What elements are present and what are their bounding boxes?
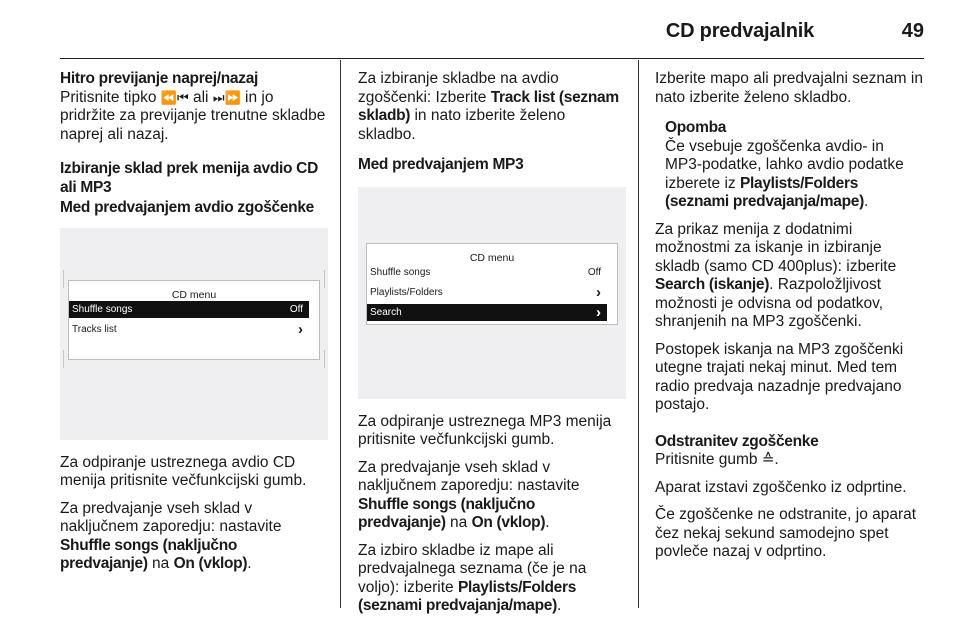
mp3-menu-illustration	[358, 187, 626, 399]
chevron-right-icon: ›	[596, 283, 601, 301]
menu-row-shuffle	[367, 264, 607, 281]
section-heading	[655, 433, 923, 452]
paragraph: Za odpiranje ustreznega MP3 menija pritisnite večfunkcijski gumb.	[358, 412, 612, 448]
menu-row-tracks	[69, 321, 309, 338]
text: .	[863, 193, 869, 210]
term-playlists: Playlists/Folders (seznami predvajanja/mape)	[358, 578, 577, 614]
fast-forward-icon: ⏭⏩	[212, 89, 241, 105]
menu-row-label: Shuffle songs	[370, 266, 431, 278]
text: na	[147, 555, 174, 572]
column-divider	[638, 60, 639, 608]
frame-mark	[63, 270, 64, 288]
mp3-menu-display	[366, 243, 618, 325]
text: .	[247, 555, 252, 572]
sub-heading	[358, 156, 626, 175]
text: Pritisnite gumb	[655, 451, 762, 468]
column-divider	[340, 60, 341, 608]
note-box	[655, 119, 923, 212]
paragraph: Če zgoščenke ne odstranite, jo aparat čez nekaj sekund samodejno spet povleče nazaj v odprtino.	[655, 506, 917, 560]
cd-menu-display	[68, 280, 320, 360]
text: in nato izberite želeno skladbo.	[358, 107, 566, 143]
cd-menu-illustration	[60, 228, 328, 440]
term-shuffle: Shuffle songs (naključno predvajanje)	[358, 495, 536, 531]
paragraph	[655, 451, 923, 470]
term-shuffle: Shuffle songs (naključno predvajanje)	[60, 536, 238, 572]
text: .	[545, 514, 550, 531]
term-on: On (vklop)	[471, 514, 546, 531]
sub-heading	[60, 199, 328, 218]
page-header	[60, 0, 924, 59]
paragraph	[358, 70, 626, 144]
text: ali	[188, 88, 213, 106]
menu-row-label: Shuffle songs	[72, 303, 133, 315]
text: Pritisnite tipko	[60, 88, 161, 106]
paragraph: Za odpiranje ustreznega avdio CD menija pritisnite večfunkcijski gumb.	[60, 453, 307, 489]
menu-row-shuffle	[69, 301, 309, 318]
frame-mark	[63, 350, 64, 368]
text: na	[445, 514, 472, 531]
note-text	[665, 138, 923, 212]
rewind-icon: ⏪⏮	[160, 89, 189, 105]
menu-row-value: Off	[289, 303, 303, 315]
note-heading: Opomba	[665, 119, 727, 136]
heading-audio-cd: Med predvajanjem avdio zgoščenke	[60, 199, 314, 216]
column-2	[358, 70, 626, 625]
section-heading	[60, 160, 328, 197]
text: Za izbiro skladbe iz mape ali predvajalnega seznama (če je na voljo): izberite	[358, 541, 587, 596]
chevron-right-icon: ›	[596, 303, 601, 321]
paragraph	[655, 221, 923, 332]
term-on: On (vklop)	[173, 555, 248, 572]
term-playlists: Playlists/Folders (seznami predvajanja/mape)	[665, 174, 864, 210]
paragraph	[60, 89, 328, 145]
note-title	[665, 119, 923, 138]
heading-menu-selection: Izbiranje sklad prek menija avdio CD ali MP3	[60, 160, 318, 196]
text: .	[556, 597, 562, 614]
page-number: 49	[901, 20, 924, 42]
frame-mark	[324, 350, 325, 368]
menu-row-search	[367, 304, 607, 321]
paragraph	[358, 459, 626, 533]
column-3	[655, 70, 923, 571]
heading-eject: Odstranitev zgoščenke	[655, 432, 819, 450]
text: Za prikaz menija z dodatnimi možnostmi za iskanje in izbiranje skladb (samo CD 400plus): izberite	[655, 220, 897, 275]
column-1	[60, 70, 328, 583]
chevron-right-icon: ›	[298, 320, 303, 338]
menu-row-value: Off	[587, 266, 601, 278]
term-track-list: Track list (seznam skladb)	[358, 88, 619, 124]
page-title: CD predvajalnik	[665, 20, 814, 42]
paragraph: Izberite mapo ali predvajalni seznam in nato izberite želeno skladbo.	[655, 70, 923, 106]
menu-row-label: Tracks list	[72, 323, 117, 335]
paragraph	[60, 500, 328, 574]
text: Če vsebuje zgoščenka avdio- in MP3-podatke, lahko avdio podatke izberete iz	[665, 137, 904, 192]
text: Za predvajanje vseh sklad v naključnem zaporedju: nastavite	[358, 458, 580, 494]
menu-row-label: Playlists/Folders	[370, 286, 443, 298]
text: in jo pridržite za previjanje trenutne skladbe naprej ali nazaj.	[60, 88, 326, 143]
text: Za izbiranje skladbe na avdio zgoščenki: Izberite	[358, 70, 559, 106]
menu-row-label: Search	[370, 306, 402, 318]
section-heading	[60, 70, 328, 89]
text: .	[774, 451, 779, 468]
display-title: CD menu	[469, 251, 515, 264]
eject-icon: ≙	[761, 451, 775, 468]
heading-mp3: Med predvajanjem MP3	[358, 156, 524, 173]
frame-mark	[324, 270, 325, 288]
term-search: Search (iskanje)	[655, 276, 770, 293]
menu-row-playlists	[367, 284, 607, 301]
text: . Razpoložljivost možnosti je odvisna od podatkov, shranjenih na MP3 zgoščenki.	[655, 276, 884, 330]
display-title: CD menu	[171, 288, 217, 301]
heading-fast-forward: Hitro previjanje naprej/nazaj	[60, 70, 259, 87]
paragraph	[358, 542, 626, 616]
text: Za predvajanje vseh sklad v naključnem zaporedju: nastavite	[60, 499, 282, 535]
paragraph: Aparat izstavi zgoščenko iz odprtine.	[655, 478, 907, 496]
paragraph: Postopek iskanja na MP3 zgoščenki utegne trajati nekaj minut. Med tem radio predvaja nazadnje predvajano postajo.	[655, 340, 904, 413]
